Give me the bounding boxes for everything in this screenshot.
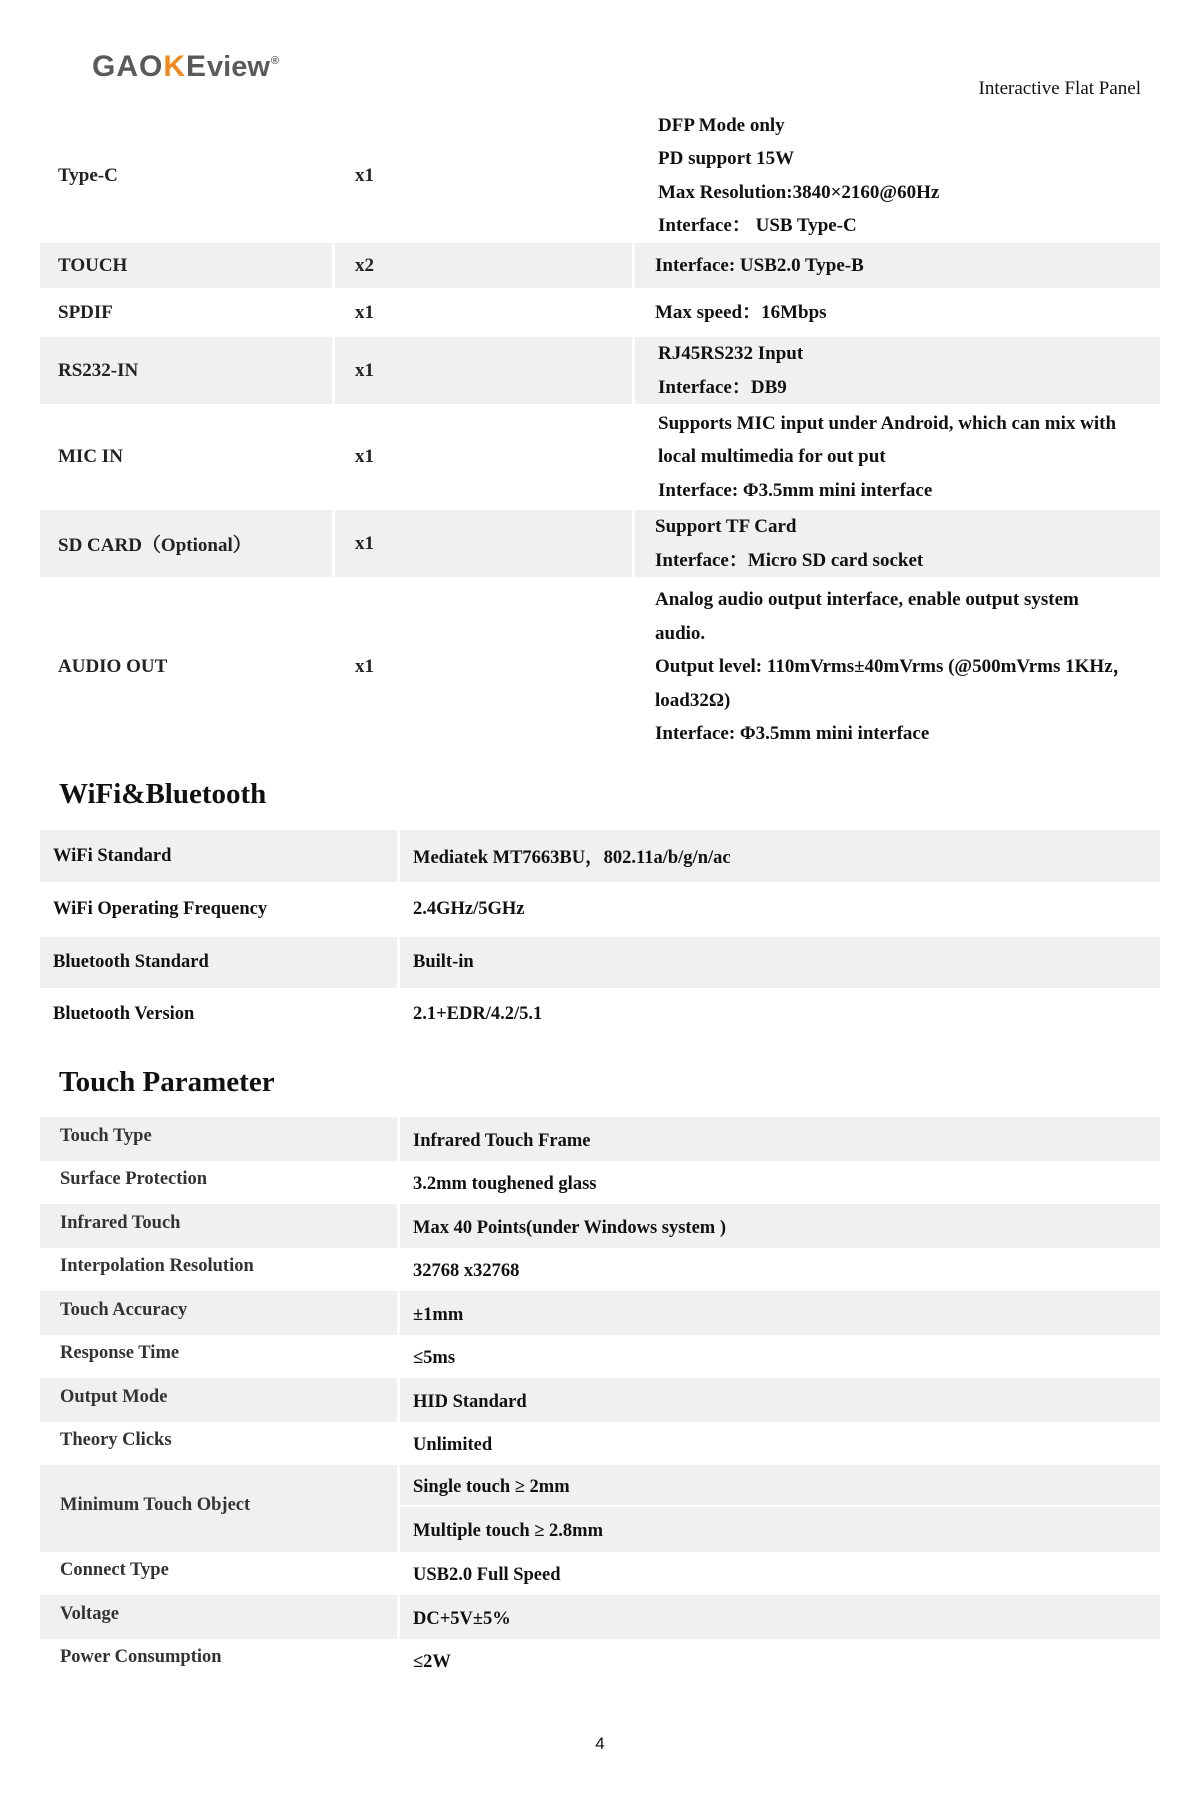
touch-value: Max 40 Points(under Windows system )	[413, 1217, 726, 1238]
touch-value-cell	[400, 1378, 1160, 1422]
touch-label: Surface Protection	[60, 1169, 208, 1189]
registered-icon: ®	[270, 55, 281, 67]
touch-label: Touch Type	[60, 1125, 152, 1146]
port-qty-cell	[335, 243, 632, 288]
touch-value: HID Standard	[413, 1391, 527, 1412]
port-desc-line: Analog audio output interface, enable output system	[655, 589, 1079, 611]
port-qty: x1	[355, 359, 374, 381]
touch-label-cell	[40, 1161, 397, 1204]
touch-value-cell	[400, 1291, 1160, 1335]
port-desc-line: PD support 15W	[658, 148, 795, 169]
touch-value: Single touch ≥ 2mm	[413, 1476, 570, 1497]
touch-label: Interpolation Resolution	[60, 1256, 254, 1276]
port-desc-line: Interface: Φ3.5mm mini interface	[658, 479, 933, 501]
port-name-cell	[40, 510, 332, 577]
touch-value: USB2.0 Full Speed	[413, 1565, 561, 1585]
wifi-value: Built-in	[413, 952, 474, 972]
port-desc-line: audio.	[655, 622, 706, 644]
wifi-label: Bluetooth Version	[53, 1003, 195, 1024]
port-desc-line: Supports MIC input under Android, which can mix with	[658, 412, 1117, 434]
document-title: Interactive Flat Panel	[978, 78, 1141, 99]
touch-value-cell	[400, 1595, 1160, 1639]
touch-value-cell	[400, 1552, 1160, 1595]
port-desc-line: Interface：DB9	[658, 376, 787, 398]
touch-label-cell	[40, 1595, 397, 1639]
wifi-label-cell	[40, 830, 397, 882]
touch-label-cell	[40, 1335, 397, 1378]
port-name-cell	[40, 108, 332, 243]
touch-value: 3.2mm toughened glass	[413, 1174, 597, 1194]
port-qty-cell	[335, 510, 632, 577]
port-desc-cell	[635, 510, 1160, 577]
port-desc-line: Interface：Micro SD card socket	[655, 549, 924, 571]
touch-label-cell	[40, 1117, 397, 1161]
touch-value: Multiple touch ≥ 2.8mm	[413, 1521, 604, 1541]
touch-value-cell	[400, 1248, 1160, 1291]
port-desc-line: Max speed：16Mbps	[655, 301, 827, 323]
port-qty-cell	[335, 337, 632, 404]
port-desc-cell	[635, 288, 1160, 337]
port-name: RS232-IN	[58, 359, 139, 381]
port-name: SPDIF	[58, 301, 113, 323]
wifi-label-cell	[40, 937, 397, 988]
port-qty: x2	[355, 254, 374, 276]
port-qty-cell	[335, 404, 632, 510]
wifi-label: WiFi Standard	[53, 845, 172, 866]
touch-label: Voltage	[60, 1603, 119, 1624]
port-name: AUDIO OUT	[58, 656, 168, 677]
touch-label-cell	[40, 1422, 397, 1465]
touch-label-cell	[40, 1552, 397, 1595]
touch-value-cell	[400, 1117, 1160, 1161]
port-qty-cell	[335, 108, 632, 243]
port-desc-line: Interface: USB2.0 Type-B	[655, 254, 864, 276]
touch-label: Infrared Touch	[60, 1212, 181, 1233]
touch-value-cell	[400, 1204, 1160, 1248]
wifi-label: WiFi Operating Frequency	[53, 899, 268, 919]
touch-label: Power Consumption	[60, 1647, 222, 1667]
port-desc-line: local multimedia for out put	[658, 446, 886, 468]
port-desc-cell	[635, 243, 1160, 288]
touch-label: Minimum Touch Object	[60, 1495, 251, 1515]
touch-value-cell	[400, 1335, 1160, 1378]
touch-label-cell	[40, 1291, 397, 1335]
port-name-cell	[40, 337, 332, 404]
touch-value-cell	[400, 1161, 1160, 1204]
touch-label: Touch Accuracy	[60, 1299, 188, 1320]
wifi-value: Mediatek MT7663BU，802.11a/b/g/n/ac	[413, 848, 731, 868]
touch-label-cell	[40, 1248, 397, 1291]
port-desc-line: Max Resolution:3840×2160@60Hz	[658, 181, 940, 203]
touch-label-cell	[40, 1204, 397, 1248]
logo-text-k: K	[163, 50, 187, 83]
touch-value: Unlimited	[413, 1435, 493, 1455]
port-qty: x1	[355, 656, 374, 677]
port-desc-line: Support TF Card	[655, 516, 797, 537]
touch-value: ±1mm	[413, 1304, 464, 1325]
port-desc-line: DFP Mode only	[658, 114, 785, 136]
section-heading-touch: Touch Parameter	[59, 1066, 275, 1098]
touch-label: Response Time	[60, 1343, 180, 1363]
wifi-value: 2.1+EDR/4.2/5.1	[413, 1003, 543, 1024]
port-desc-line: RJ45RS232 Input	[658, 343, 804, 364]
port-name-cell	[40, 577, 332, 757]
logo-text-e: E	[186, 50, 208, 83]
port-name-cell	[40, 243, 332, 288]
port-desc-cell	[635, 337, 1160, 404]
port-qty: x1	[355, 446, 374, 467]
wifi-label-cell	[40, 882, 397, 937]
section-heading-wifi: WiFi&Bluetooth	[59, 778, 267, 810]
wifi-label: Bluetooth Standard	[53, 952, 209, 972]
port-desc-cell	[635, 108, 1160, 243]
touch-label: Connect Type	[60, 1560, 169, 1580]
touch-value: Infrared Touch Frame	[413, 1130, 591, 1151]
touch-label: Output Mode	[60, 1386, 168, 1407]
port-desc-cell	[635, 404, 1160, 510]
page-number: 4	[595, 1734, 605, 1753]
port-name: SD CARD（Optional）	[58, 535, 252, 556]
wifi-value-cell	[400, 882, 1160, 937]
port-name-cell	[40, 404, 332, 510]
wifi-value: 2.4GHz/5GHz	[413, 899, 525, 919]
port-name-cell	[40, 288, 332, 337]
touch-value-cell	[400, 1639, 1160, 1682]
touch-value-cell	[400, 1422, 1160, 1465]
port-name: MIC IN	[58, 446, 123, 467]
port-name: TOUCH	[58, 254, 128, 276]
touch-label-cell	[40, 1639, 397, 1682]
touch-label-cell	[40, 1465, 397, 1552]
touch-value: ≤5ms	[413, 1348, 456, 1368]
touch-label-cell	[40, 1378, 397, 1422]
touch-value-cell	[400, 1507, 1160, 1552]
touch-value: DC+5V±5%	[413, 1608, 511, 1629]
touch-value-cell	[400, 1465, 1160, 1505]
brand-logo	[92, 50, 280, 90]
port-qty-cell	[335, 577, 632, 757]
port-qty: x1	[355, 164, 374, 186]
port-desc-cell	[635, 577, 1160, 757]
port-qty: x1	[355, 301, 374, 323]
port-qty: x1	[355, 532, 374, 554]
wifi-value-cell	[400, 937, 1160, 988]
wifi-value-cell	[400, 988, 1160, 1040]
port-desc-line: Interface： USB Type-C	[658, 215, 857, 236]
port-desc-line: Interface: Φ3.5mm mini interface	[655, 723, 930, 745]
wifi-label-cell	[40, 988, 397, 1040]
logo-text-view: view	[207, 51, 270, 83]
touch-value: 32768 x32768	[413, 1261, 520, 1281]
port-desc-line: Output level: 110mVrms±40mVrms (@500mVrms 1KHz，	[655, 656, 1132, 678]
wifi-value-cell	[400, 830, 1160, 882]
port-name: Type-C	[58, 164, 118, 186]
touch-label: Theory Clicks	[60, 1430, 172, 1450]
port-qty-cell	[335, 288, 632, 337]
touch-value: ≤2W	[413, 1652, 451, 1672]
port-desc-line: load32Ω)	[655, 689, 731, 711]
logo-text-gao: GAO	[92, 50, 164, 83]
